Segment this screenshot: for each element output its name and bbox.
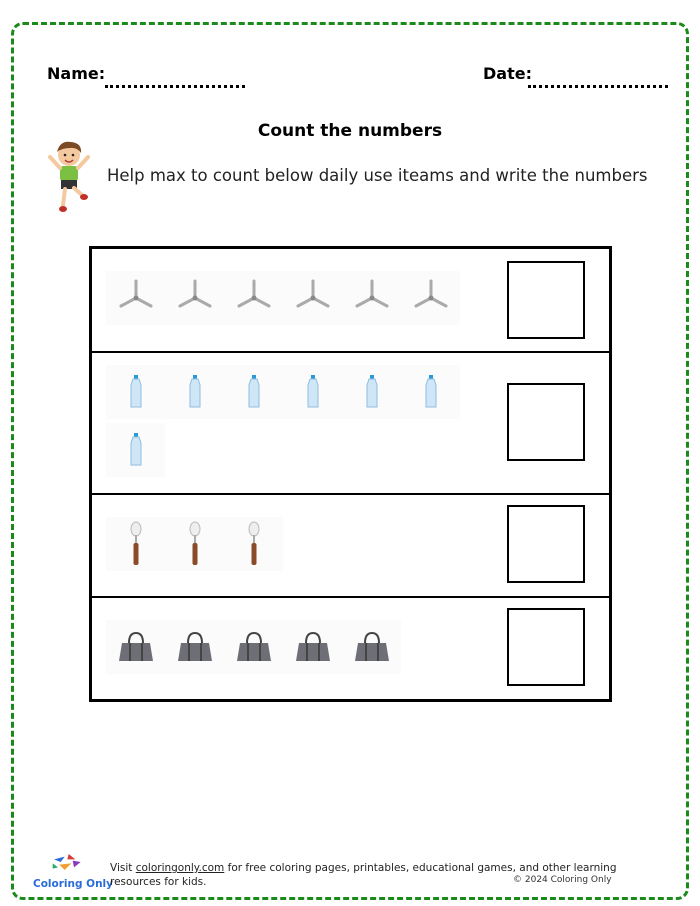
propeller-icon <box>165 271 224 325</box>
water-bottle-icon <box>106 423 165 477</box>
table-row <box>92 353 609 495</box>
name-field[interactable] <box>105 70 245 88</box>
bag-icon <box>106 620 165 674</box>
answer-box-bag[interactable] <box>507 608 585 686</box>
instruction-text: Help max to count below daily use iteams and write the numbers <box>107 166 648 185</box>
name-label: Name: <box>47 64 106 83</box>
counting-table <box>89 246 612 702</box>
propeller-icon <box>342 271 401 325</box>
date-label: Date: <box>483 64 532 83</box>
copyright: © 2024 Coloring Only <box>513 875 612 885</box>
answer-box-spoon[interactable] <box>507 505 585 583</box>
answer-box-propeller[interactable] <box>507 261 585 339</box>
water-bottle-icon <box>342 365 401 419</box>
date-field[interactable] <box>528 70 668 88</box>
water-bottle-icon <box>401 365 460 419</box>
answer-box-water-bottle[interactable] <box>507 383 585 461</box>
boy-illustration-icon <box>44 137 94 217</box>
item-group-propeller <box>106 271 466 329</box>
bag-icon <box>283 620 342 674</box>
water-bottle-icon <box>106 365 165 419</box>
coloring-only-logo-icon <box>33 850 103 880</box>
footer-visit-suffix: for free coloring pages, printables, educational games, and other learning resources for kids. <box>110 862 617 888</box>
water-bottle-icon <box>224 365 283 419</box>
worksheet-title <box>0 121 700 141</box>
propeller-icon <box>224 271 283 325</box>
logo-text: Coloring Only <box>33 878 114 890</box>
propeller-icon <box>106 271 165 325</box>
table-row <box>92 598 609 699</box>
bag-icon <box>165 620 224 674</box>
table-row <box>92 249 609 353</box>
item-group-spoon <box>106 517 466 575</box>
item-group-water-bottle <box>106 365 466 481</box>
propeller-icon <box>283 271 342 325</box>
title-text: Count the numbers <box>257 121 443 141</box>
item-group-bag <box>106 620 466 678</box>
table-row <box>92 495 609 598</box>
bag-icon <box>224 620 283 674</box>
spoon-icon <box>106 517 165 571</box>
spoon-icon <box>224 517 283 571</box>
spoon-icon <box>165 517 224 571</box>
bag-icon <box>342 620 401 674</box>
water-bottle-icon <box>283 365 342 419</box>
propeller-icon <box>401 271 460 325</box>
footer-visit-prefix: Visit <box>110 862 136 874</box>
coloringonly-link[interactable]: coloringonly.com <box>135 862 225 874</box>
water-bottle-icon <box>165 365 224 419</box>
